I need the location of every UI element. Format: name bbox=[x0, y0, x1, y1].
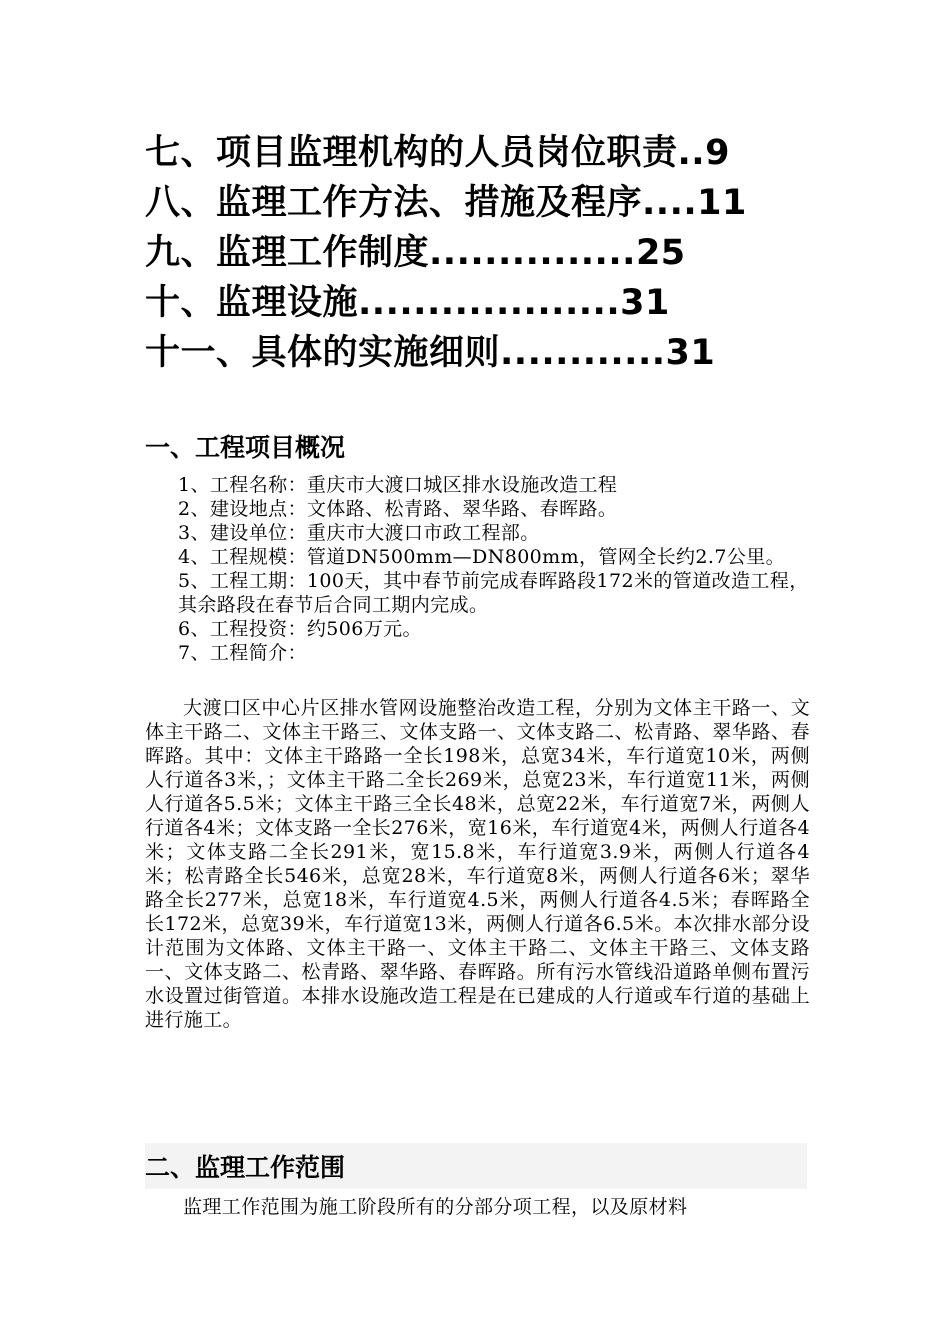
project-info-list bbox=[178, 473, 810, 665]
toc-entry-11[interactable]: 十一、具体的实施细则............31 bbox=[145, 333, 716, 373]
section-heading-project-overview: 一、工程项目概况 bbox=[145, 433, 346, 462]
table-of-contents bbox=[145, 128, 805, 378]
info-item-brief-label: 7、工程简介： bbox=[178, 642, 307, 664]
toc-entry-7[interactable]: 七、项目监理机构的人员岗位职责..9 bbox=[145, 133, 730, 173]
info-item-owner: 3、建设单位：重庆市大渡口市政工程部。 bbox=[178, 522, 540, 544]
toc-entry-10[interactable]: 十、监理设施...................31 bbox=[145, 283, 670, 323]
supervision-scope-paragraph: 监理工作范围为施工阶段所有的分部分项工程，以及原材料 bbox=[183, 1196, 688, 1218]
info-item-investment: 6、工程投资：约506万元。 bbox=[178, 618, 422, 640]
info-item-location: 2、建设地点：文体路、松青路、翠华路、春晖路。 bbox=[178, 498, 618, 520]
info-item-duration: 5、工程工期：100天，其中春节前完成春晖路段172米的管道改造工程，其余路段在春节后合同工期内完成。 bbox=[178, 570, 809, 616]
info-item-project-name: 1、工程名称：重庆市大渡口城区排水设施改造工程 bbox=[178, 474, 618, 496]
info-item-scale: 4、工程规模：管道DN500mm—DN800mm，管网全长约2.7公里。 bbox=[178, 546, 786, 568]
toc-entry-9[interactable]: 九、监理工作制度...............25 bbox=[145, 233, 686, 273]
toc-entry-8[interactable]: 八、监理工作方法、措施及程序....11 bbox=[145, 183, 747, 223]
project-intro-paragraph: 大渡口区中心片区排水管网设施整治改造工程，分别为文体主干路一、文体主干路二、文体主干路三、文体支路一、文体支路二、松青路、翠华路、春晖路。其中：文体主干路路一全长198米，总宽34米，车行道宽10米，两侧人行道各3米，；文体主干路二全长269米，总宽23米，车行道宽11米，两侧人行道各5.5米；文体主干路三全长48米，总宽22米，车行道宽7米，两侧人行道各4米；文体支路一全长276米，宽16米，车行道宽4米，两侧人行道各4米；文体支路二全长291米，宽15.8米，车行道宽3.9米，两侧人行道各4米；松青路全长546米，总宽28米，车行道宽8米，两侧人行道各6米；翠华路全长277米，总宽18米，车行道宽4.5米，两侧人行道各4.5米；春晖路全长172米，总宽39米，车行道宽13米，两侧人行道各6.5米。本次排水部分设计范围为文体路、文体主干路一、文体主干路二、文体主干路三、文体支路一、文体支路二、松青路、翠华路、春晖路。所有污水管线沿道路单侧布置污水设置过街管道。本排水设施改造工程是在已建成的人行道或车行道的基础上进行施工。 bbox=[145, 697, 810, 1031]
section-heading-supervision-scope: 二、监理工作范围 bbox=[145, 1153, 346, 1182]
